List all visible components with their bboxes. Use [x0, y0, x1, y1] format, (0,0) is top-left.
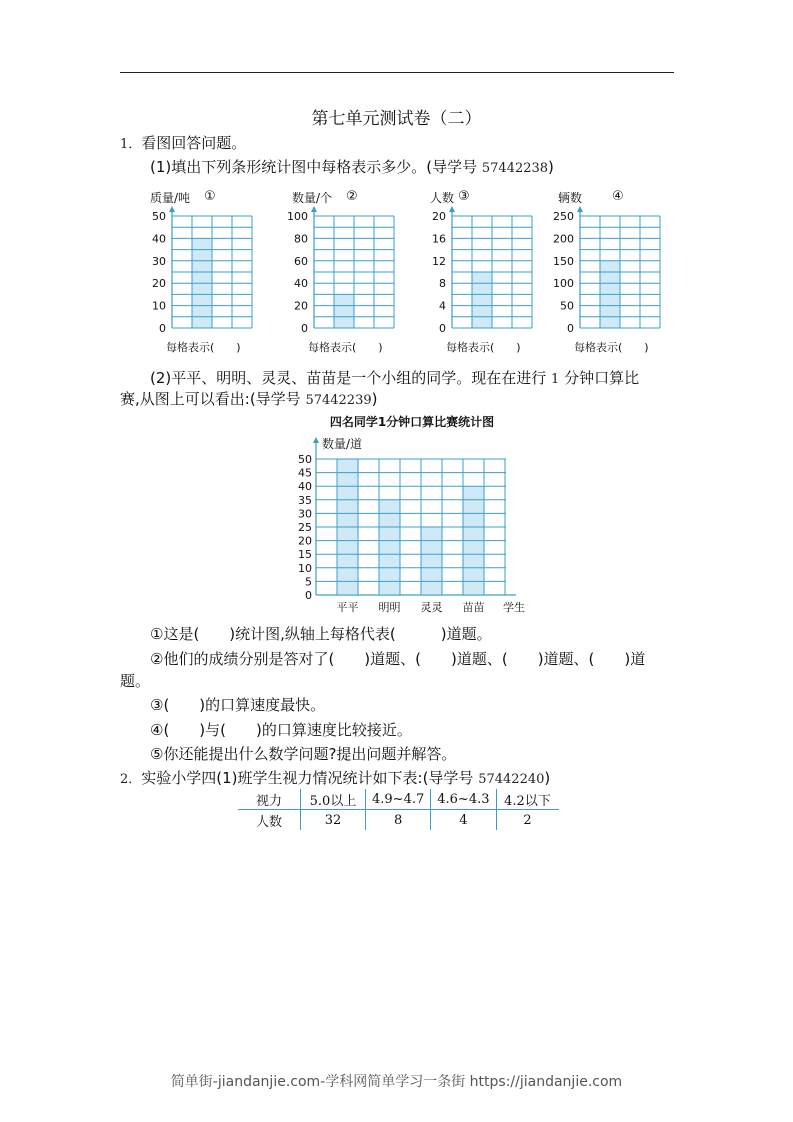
- mini-chart-1: [150, 189, 252, 354]
- vision-count-4: 2: [523, 812, 532, 828]
- mini-chart-tick-label: 0: [439, 322, 446, 335]
- mini-chart-axis-arrow: [449, 206, 455, 212]
- question-1-part-1: [150, 157, 554, 179]
- mini-chart-4: [553, 189, 660, 354]
- mini-chart-tick-label: 40: [294, 277, 308, 291]
- vision-header-row: [238, 789, 559, 810]
- contest-chart-tick-label: 0: [305, 589, 312, 602]
- sub-question-1: ①这是( )统计图,纵轴上每格代表( )道题。: [150, 625, 492, 643]
- mini-chart-bar: [334, 294, 354, 328]
- mini-chart-axis-arrow: [311, 206, 317, 212]
- mini-chart-tick-label: 20: [432, 210, 446, 223]
- mini-chart-marker: ①: [204, 189, 216, 204]
- mini-chart-tick-label: 250: [553, 210, 574, 223]
- part-2-close: ): [371, 390, 378, 408]
- part-2-code: 57442239: [305, 393, 372, 408]
- vision-col-1-suffix: 以上: [330, 793, 357, 809]
- vision-row-label: 人数: [238, 810, 301, 831]
- part-1-close: ): [548, 158, 554, 176]
- mini-chart-tick-label: 0: [159, 322, 166, 335]
- contest-bar-明明: [379, 500, 400, 595]
- mini-chart-tick-label: 100: [553, 277, 574, 291]
- question-2-heading: [120, 768, 550, 790]
- mini-chart-tick-label: 150: [553, 254, 574, 268]
- mini-chart-blank-label: 每格表示( ): [574, 341, 649, 354]
- mini-chart-tick-label: 4: [439, 299, 446, 313]
- mini-chart-tick-label: 20: [294, 299, 308, 313]
- vision-col-4-range: 4.2: [504, 793, 525, 809]
- part-2-minute: 1: [551, 372, 560, 387]
- mini-chart-blank-label: 每格表示( ): [308, 341, 383, 354]
- mini-chart-tick-label: 10: [152, 299, 166, 313]
- sub-question-2b: 题。: [120, 672, 151, 690]
- mini-chart-tick-label: 16: [432, 232, 446, 246]
- question-2-close: ): [544, 769, 551, 787]
- mini-chart-marker: ②: [346, 189, 358, 204]
- contest-chart-tick-label: 35: [298, 493, 312, 507]
- contest-chart-category-label: 明明: [378, 601, 401, 614]
- vision-count-2: 8: [366, 810, 431, 831]
- contest-chart-y-arrow: [313, 437, 319, 443]
- contest-chart-ylabel: 数量/道: [322, 437, 363, 451]
- mini-chart-axis-arrow: [169, 206, 175, 212]
- part-2-text-c: 赛,从图上可以看出:(导学号: [120, 390, 306, 408]
- question-1-heading: [120, 133, 246, 155]
- mini-chart-ylabel: 数量/个: [292, 191, 333, 205]
- mini-chart-tick-label: 100: [287, 210, 308, 223]
- contest-chart-tick-label: 15: [298, 548, 312, 562]
- mini-chart-tick-label: 40: [152, 232, 166, 246]
- vision-count-3: 4: [431, 810, 496, 831]
- contest-chart-tick-label: 40: [298, 480, 312, 494]
- header-rule: [120, 72, 674, 73]
- vision-col-3: 4.6~4.3: [431, 789, 496, 810]
- contest-chart-tick-label: 30: [298, 507, 312, 521]
- mini-chart-blank-label: 每格表示( ): [166, 341, 241, 354]
- contest-chart-tick-label: 25: [298, 521, 312, 534]
- contest-chart-category-label: 苗苗: [462, 601, 485, 614]
- mini-chart-tick-label: 12: [432, 254, 446, 268]
- vision-col-4-suffix: 以下: [524, 793, 551, 809]
- mini-chart-tick-label: 80: [294, 232, 308, 246]
- vision-header-label: 视力: [238, 789, 301, 810]
- mini-chart-tick-label: 30: [152, 254, 166, 268]
- mini-chart-ylabel: 人数: [430, 191, 455, 205]
- contest-chart-tick-label: 50: [298, 453, 312, 466]
- mini-chart-tick-label: 50: [560, 299, 574, 313]
- mini-chart-tick-label: 0: [301, 322, 308, 335]
- part-1-code: 57442238: [481, 161, 549, 176]
- vision-count-1: 32: [301, 810, 366, 831]
- vision-col-4: [496, 789, 559, 810]
- contest-chart: [0, 410, 793, 620]
- part-2-text-b: 分钟口算比: [559, 369, 640, 387]
- question-2-number: 2．: [120, 772, 142, 787]
- contest-chart-tick-label: 20: [298, 534, 312, 548]
- mini-chart-tick-label: 200: [553, 232, 574, 246]
- question-1-part-2-line-1: [150, 368, 639, 390]
- vision-col-2: 4.9~4.7: [366, 789, 431, 810]
- question-2-code: 57442240: [478, 772, 545, 787]
- footer-watermark: 简单街-jiandanjie.com-学科网简单学习一条街 https://jiandanjie.com: [170, 1074, 623, 1090]
- mini-chart-bar: [472, 272, 492, 328]
- mini-chart-tick-label: 50: [152, 210, 166, 223]
- mini-chart-tick-label: 0: [567, 322, 574, 335]
- mini-chart-tick-label: 60: [294, 254, 308, 268]
- contest-chart-xlabel: 学生: [503, 601, 525, 614]
- contest-bar-灵灵: [421, 527, 442, 595]
- contest-chart-category-label: 平平: [336, 601, 359, 614]
- question-2-text: 实验小学四(1)班学生视力情况统计如下表:(导学号: [141, 769, 479, 787]
- sub-question-3: ③( )的口算速度最快。: [150, 696, 326, 714]
- mini-chart-axis-arrow: [577, 206, 583, 212]
- contest-chart-title: 四名同学1分钟口算比赛统计图: [329, 415, 495, 429]
- part-1-label: (1)填出下列条形统计图中每格表示多少。(导学号: [150, 158, 482, 176]
- contest-chart-tick-label: 10: [298, 561, 312, 575]
- mini-chart-marker: ③: [458, 189, 470, 204]
- question-1-part-2-line-2: [120, 389, 377, 411]
- mini-chart-marker: ④: [612, 189, 624, 204]
- vision-col-1-range: 5.0: [309, 793, 331, 809]
- mini-chart-blank-label: 每格表示( ): [446, 341, 521, 354]
- contest-chart-category-label: 灵灵: [420, 601, 443, 614]
- question-1-number: 1．: [120, 137, 142, 152]
- mini-chart-tick-label: 8: [439, 277, 446, 291]
- vision-count-row: [238, 810, 559, 831]
- vision-col-1: [301, 789, 366, 810]
- mini-chart-ylabel: 质量/吨: [150, 191, 191, 205]
- mini-chart-3: [430, 189, 532, 354]
- contest-chart-tick-label: 5: [305, 575, 312, 589]
- sub-question-2a: ②他们的成绩分别是答对了( )道题、( )道题、( )道题、( )道: [150, 650, 646, 668]
- sub-question-5: ⑤你还能提出什么数学问题?提出问题并解答。: [150, 745, 457, 763]
- mini-chart-2: [287, 189, 394, 354]
- mini-chart-tick-label: 20: [152, 277, 166, 291]
- part-2-text-a: (2)平平、明明、灵灵、苗苗是一个小组的同学。现在在进行: [150, 369, 552, 387]
- contest-chart-tick-label: 45: [298, 466, 312, 480]
- sub-question-4: ④( )与( )的口算速度比较接近。: [150, 721, 412, 739]
- mini-chart-ylabel: 辆数: [558, 191, 583, 205]
- page-title: 第七单元测试卷（二）: [311, 109, 482, 129]
- question-1-text: 看图回答问题。: [141, 134, 247, 152]
- vision-table: [238, 789, 559, 830]
